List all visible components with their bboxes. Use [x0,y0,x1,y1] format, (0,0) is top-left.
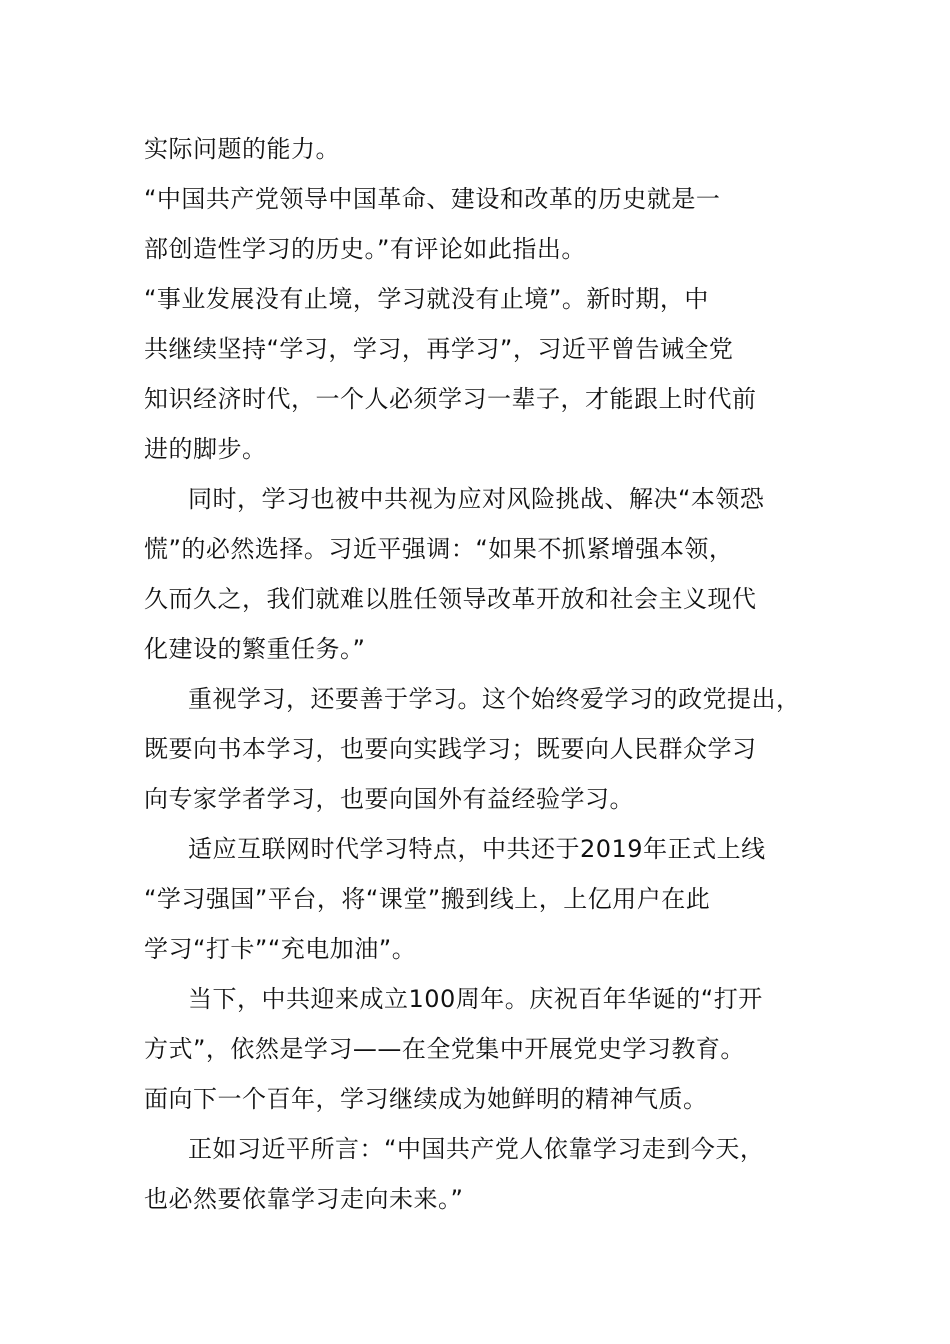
text-line: 适应互联网时代学习特点，中共还于2019年正式上线 [188,835,766,863]
text-line: “学习强国”平台，将“课堂”搬到线上，上亿用户在此 [144,885,711,913]
text-line: 学习“打卡”“充电加油”。 [144,935,417,963]
text-line: 进的脚步。 [144,435,267,463]
text-line: “中国共产党领导中国革命、建设和改革的历史就是一 [144,185,721,213]
text-line: 共继续坚持“学习，学习，再学习”，习近平曾告诫全党 [144,335,734,363]
text-line: 慌”的必然选择。习近平强调：“如果不抓紧增强本领， [144,535,734,563]
text-line: 知识经济时代，一个人必须学习一辈子，才能跟上时代前 [144,385,757,413]
text-line: 正如习近平所言：“中国共产党人依靠学习走到今天， [188,1135,765,1163]
text-line: 当下，中共迎来成立100周年。庆祝百年华诞的“打开 [188,985,763,1013]
text-line: 重视学习，还要善于学习。这个始终爱学习的政党提出， [188,685,801,713]
text-line: 久而久之，我们就难以胜任领导改革开放和社会主义现代 [144,585,757,613]
text-line: 同时，学习也被中共视为应对风险挑战、解决“本领恐 [188,485,765,513]
text-line: 既要向书本学习，也要向实践学习；既要向人民群众学习 [144,735,757,763]
text-line: 部创造性学习的历史。”有评论如此指出。 [144,235,586,263]
text-line: 也必然要依靠学习走向未来。” [144,1185,464,1213]
text-line: 化建设的繁重任务。” [144,635,366,663]
body-text [144,124,824,1224]
text-line: 方式”，依然是学习——在全党集中开展党史学习教育。 [144,1035,745,1063]
text-line: 向专家学者学习，也要向国外有益经验学习。 [144,785,634,813]
text-line: “事业发展没有止境，学习就没有止境”。新时期，中 [144,285,709,313]
text-line: 实际问题的能力。 [144,135,340,163]
text-line: 面向下一个百年，学习继续成为她鲜明的精神气质。 [144,1085,708,1113]
